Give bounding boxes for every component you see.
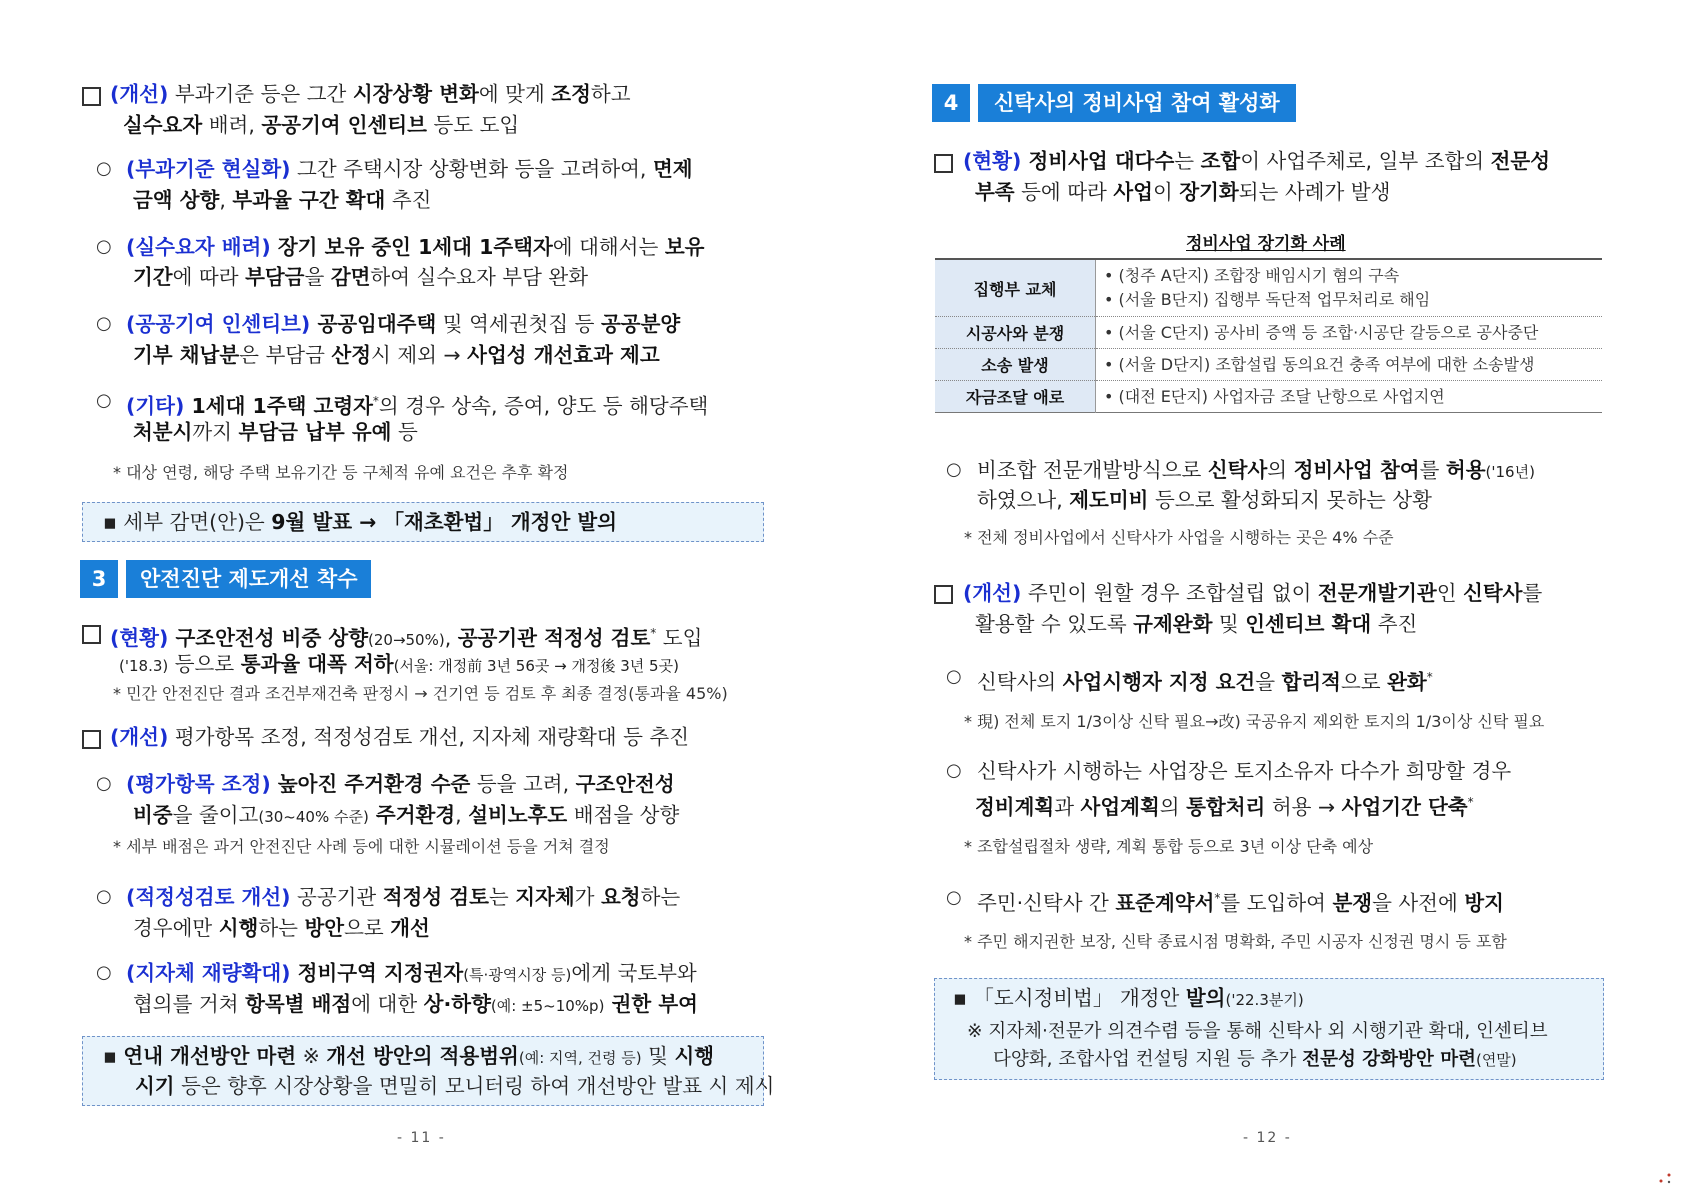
- circle-bullet-icon: ○: [96, 962, 112, 983]
- text-run: 인센티브 확대: [1245, 612, 1372, 636]
- circle-bullet-icon: ○: [96, 773, 112, 794]
- text-run: 하여 실수요자 부담 완화: [370, 265, 589, 289]
- corner-mark-icon: [1658, 1170, 1672, 1184]
- text-run: (공공기여 인센티브): [126, 312, 311, 336]
- text-run: 방안: [304, 916, 345, 940]
- text-run: 구조안전성 비중 상향: [168, 625, 368, 650]
- circle-bullet-icon: ○: [946, 666, 962, 687]
- text-run: 장기 보유 중인 1세대 1주택자: [270, 235, 553, 259]
- text-run: 규제완화: [1133, 612, 1213, 636]
- table-item: • (서울 B단지) 집행부 독단적 업무처리로 해임: [1104, 290, 1431, 309]
- text-run: (기타): [126, 393, 185, 418]
- text-run: 정비계획: [975, 794, 1055, 819]
- text-run: ,: [444, 625, 458, 650]
- table-item: • (대전 E단지) 사업자금 조달 난항으로 사업지연: [1104, 386, 1445, 406]
- text-run: 및: [641, 1044, 675, 1068]
- text-run: 높아진 주거환경 수준: [270, 772, 471, 796]
- text-run: 사업계획: [1080, 794, 1160, 819]
- text-run: 추진: [1371, 612, 1418, 636]
- text-run: 부과기준 등은 그간: [168, 82, 353, 106]
- text-run: (20→50%): [368, 630, 445, 649]
- table-item: • (서울 C단지) 공사비 증액 등 조합·시공단 갈등으로 공사중단: [1104, 322, 1539, 342]
- bullet-line: [977, 485, 1432, 515]
- summary-line: [993, 1045, 1517, 1075]
- text-run: 조합: [1200, 149, 1241, 173]
- text-run: 부담금 납부 유예: [238, 420, 392, 444]
- text-run: 및 역세권첫집 등: [436, 312, 601, 336]
- text-run: 제도미비: [1069, 488, 1149, 512]
- summary-box: [82, 502, 764, 542]
- text-run: 그간 주택시장 상황변화 등을 고려하여,: [290, 157, 653, 181]
- section-title: 안전진단 제도개선 착수: [126, 560, 371, 598]
- text-run: 하는: [258, 916, 305, 940]
- text-run: 정비구역 지정권자: [290, 961, 464, 985]
- text-run: 배려,: [202, 113, 262, 137]
- text-run: 신탁사의: [977, 669, 1063, 694]
- text-run: 부담금: [245, 265, 305, 289]
- paragraph-line: [975, 177, 1390, 207]
- text-run: 에 대해서는: [552, 235, 665, 259]
- text-run: 협의를 거쳐: [133, 992, 246, 1016]
- text-run: 설비노후도: [468, 803, 568, 827]
- text-run: 활용할 수 있도록: [975, 612, 1134, 636]
- checkbox-icon: [82, 87, 101, 106]
- text-run: 되는 사례가 발생: [1238, 180, 1391, 204]
- text-run: 합리적: [1281, 669, 1341, 694]
- summary-line: [967, 1017, 1548, 1047]
- bullet-line: [126, 769, 675, 799]
- text-run: 장기화: [1179, 180, 1239, 204]
- circle-bullet-icon: ○: [946, 459, 962, 480]
- text-run: (30~40% 수준): [258, 808, 369, 826]
- text-run: 방지: [1464, 890, 1504, 915]
- text-run: (지자체 재량확대): [126, 961, 291, 985]
- text-run: ('22.3분기): [1225, 991, 1304, 1009]
- footnote: * 전체 정비사업에서 신탁사가 사업을 시행하는 곳은 4% 수준: [964, 528, 1394, 547]
- text-run: (부과기준 현실화): [126, 157, 291, 181]
- summary-line: [103, 507, 617, 537]
- table-row-body: [1096, 349, 1603, 381]
- text-run: *: [372, 394, 379, 408]
- text-run: (개선): [110, 725, 169, 749]
- text-run: 실수요자: [123, 113, 203, 137]
- circle-bullet-icon: ○: [946, 887, 962, 908]
- paragraph-line: [123, 110, 519, 140]
- text-run: 통합처리: [1186, 794, 1266, 819]
- text-run: 주민이 원할 경우 조합설립 없이: [1021, 581, 1318, 605]
- text-run: 신탁사: [1463, 581, 1523, 605]
- text-run: 주민·신탁사 간: [977, 890, 1116, 915]
- text-run: 도입: [656, 625, 703, 650]
- text-run: (현황): [963, 149, 1022, 173]
- text-run: 을 사전에: [1372, 890, 1465, 915]
- footnote: * 민간 안전진단 결과 조건부재건축 판정시 → 건기연 등 검토 후 최종 결정(통과율 45%): [113, 684, 728, 703]
- text-run: 시행: [674, 1044, 715, 1068]
- text-run: 사업시행자 지정 요건: [1062, 669, 1256, 694]
- bullet-line: [977, 455, 1535, 487]
- text-run: 허용 →: [1265, 794, 1342, 819]
- text-run: 공공기관 적정성 검토: [457, 625, 651, 650]
- bullet-line: [126, 154, 693, 184]
- text-run: 전문성 강화방안 마련: [1302, 1049, 1476, 1070]
- text-run: 등으로 활성화되지 못하는 상황: [1148, 488, 1432, 512]
- table-row: [935, 349, 1602, 381]
- text-run: (현황): [110, 625, 169, 650]
- text-run: 에 맞게: [478, 82, 552, 106]
- text-run: 다양화, 조합사업 컨설팅 지원 등 추가: [993, 1049, 1303, 1070]
- table-item: • (청주 A단지) 조합장 배임시기 혐의 구속: [1104, 266, 1400, 285]
- text-run: 을: [304, 265, 331, 289]
- bullet-line: [126, 958, 697, 990]
- bullet-line: [133, 913, 430, 943]
- text-run: 시기: [135, 1074, 175, 1098]
- text-run: *: [1214, 891, 1221, 905]
- text-run: 으로: [344, 916, 391, 940]
- text-run: (평가항목 조정): [126, 772, 271, 796]
- section-number: 4: [932, 84, 970, 122]
- table-row-head: 시공사와 분쟁: [935, 317, 1096, 349]
- summary-line: [953, 983, 1304, 1015]
- checkbox-icon: [934, 585, 953, 604]
- text-run: 권한 부여: [604, 992, 698, 1016]
- text-run: (예: 지역, 건령 등): [518, 1049, 642, 1067]
- text-run: 를: [1522, 581, 1543, 605]
- text-run: 하고: [590, 82, 631, 106]
- text-run: 으로: [1341, 669, 1388, 694]
- text-run: 사업기간 단축: [1341, 794, 1468, 819]
- text-run: *: [1426, 670, 1433, 684]
- text-run: 등으로: [168, 652, 241, 676]
- footnote: * 세부 배점은 과거 안전진단 사례 등에 대한 시뮬레이션 등을 거쳐 결정: [113, 837, 610, 856]
- text-run: ▪ 「도시정비법」 개정안: [953, 986, 1186, 1010]
- text-run: 전문성: [1490, 149, 1551, 173]
- text-run: 처분시: [133, 420, 193, 444]
- text-run: 지자체: [515, 885, 575, 909]
- text-run: ('18.3): [119, 657, 169, 675]
- paragraph-line: [975, 609, 1417, 639]
- text-run: 적정성 검토: [382, 885, 489, 909]
- text-run: 는: [1174, 149, 1201, 173]
- text-run: 9월 발표 → 「재초환법」 개정안 발의: [271, 510, 618, 534]
- text-run: 조정: [551, 82, 591, 106]
- table-row: [935, 381, 1602, 413]
- text-run: 가: [574, 885, 601, 909]
- text-run: 에게 국토부와: [571, 961, 697, 985]
- text-run: 감면: [330, 265, 371, 289]
- text-run: 정비사업 참여: [1293, 458, 1420, 482]
- text-run: 비조합 전문개발방식으로: [977, 458, 1208, 482]
- table-row-body: [1096, 317, 1603, 349]
- text-run: 기부 채납분: [133, 343, 240, 367]
- text-run: 완화: [1387, 669, 1427, 694]
- text-run: 에 대한: [351, 992, 424, 1016]
- summary-box: [82, 1036, 775, 1106]
- text-run: 의: [1267, 458, 1294, 482]
- text-run: *: [650, 626, 657, 640]
- text-run: 는: [488, 885, 516, 909]
- text-run: 보유: [664, 235, 705, 259]
- table-row-body: [1096, 259, 1603, 317]
- text-run: 를 도입하여: [1220, 890, 1333, 915]
- text-run: (서울: 개정前 3년 56곳 → 개정後 3년 5곳): [393, 657, 679, 675]
- footnote: * 주민 해지권한 보장, 신탁 종료시점 명확화, 주민 시공자 신정권 명시 등 포함: [964, 932, 1507, 951]
- text-run: 공공임대주택: [310, 312, 437, 336]
- text-run: 인: [1436, 581, 1464, 605]
- text-run: 등도 도입: [426, 113, 520, 137]
- text-run: 을: [1255, 669, 1282, 694]
- section-number: 3: [80, 560, 118, 598]
- text-run: 배점을 상향: [567, 803, 680, 827]
- text-run: 의: [1159, 794, 1187, 819]
- bullet-line: [133, 800, 679, 832]
- text-run: 신탁사가 시행하는 사업장은 토지소유자 다수가 희망할 경우: [977, 759, 1512, 783]
- text-run: 부과율 구간 확대: [232, 188, 386, 212]
- circle-bullet-icon: ○: [96, 390, 112, 411]
- circle-bullet-icon: ○: [96, 886, 112, 907]
- text-run: ※ 지자체·전문가 의견수렴 등을 통해 신탁사 외 시행기관 확대, 인센티브: [967, 1021, 1548, 1042]
- bullet-line: [133, 989, 698, 1021]
- table-row: [935, 317, 1602, 349]
- text-run: 항목별 배점: [245, 992, 352, 1016]
- text-run: 하는: [640, 885, 681, 909]
- text-run: 상·하향: [423, 992, 491, 1016]
- text-run: (실수요자 배려): [126, 235, 271, 259]
- checkbox-icon: [82, 625, 101, 644]
- bullet-line: [133, 417, 418, 447]
- table-row-body: [1096, 381, 1603, 413]
- bullet-line: [133, 340, 660, 370]
- text-run: 분쟁: [1332, 890, 1373, 915]
- checkbox-icon: [82, 730, 101, 749]
- text-run: 요청: [600, 885, 641, 909]
- text-run: 이 사업주체로, 일부 조합의: [1240, 149, 1491, 173]
- bullet-line: [133, 185, 431, 215]
- text-run: 시장상황 변화: [352, 82, 479, 106]
- table-item: • (서울 D단지) 조합설립 동의요건 충족 여부에 대한 소송발생: [1104, 354, 1535, 374]
- text-run: ▪: [103, 1044, 124, 1068]
- summary-line: [103, 1041, 714, 1073]
- text-run: ▪ 세부 감면(안)은: [103, 510, 272, 534]
- text-run: 공공기여 인센티브: [261, 113, 427, 137]
- text-run: 경우에만: [133, 916, 219, 940]
- text-run: 등: [391, 420, 418, 444]
- text-run: (적정성검토 개선): [126, 885, 291, 909]
- text-run: (개선): [963, 581, 1022, 605]
- text-run: 기간: [133, 265, 173, 289]
- text-run: ,: [455, 803, 469, 827]
- text-run: 주거환경: [368, 803, 456, 827]
- bullet-line: [126, 309, 680, 339]
- text-run: 표준계약서: [1115, 890, 1215, 915]
- text-run: 1세대 1주택 고령자: [184, 393, 373, 418]
- text-run: ,: [219, 188, 233, 212]
- paragraph-line: [110, 79, 631, 109]
- paragraph-line: [963, 146, 1550, 176]
- text-run: 발의: [1185, 986, 1226, 1010]
- text-run: 공공기관: [290, 885, 383, 909]
- text-run: (특·광역시장 등): [463, 966, 572, 984]
- table-row-head: 집행부 교체: [935, 259, 1096, 317]
- checkbox-icon: [934, 154, 953, 173]
- text-run: 를: [1419, 458, 1446, 482]
- text-run: 공공분양: [600, 312, 681, 336]
- text-run: 정비사업 대다수: [1021, 149, 1175, 173]
- circle-bullet-icon: ○: [96, 158, 112, 179]
- page-number: - 12 -: [1243, 1130, 1292, 1146]
- bullet-line: [126, 386, 708, 421]
- bullet-line: [977, 662, 1433, 697]
- bullet-line: [133, 262, 588, 292]
- text-run: 등에 따라: [1014, 180, 1114, 204]
- table-row: [935, 259, 1602, 317]
- text-run: 사업성 개선효과 제고: [467, 343, 660, 367]
- text-run: 시행: [218, 916, 259, 940]
- text-run: 및: [1212, 612, 1246, 636]
- text-run: 이: [1152, 180, 1180, 204]
- text-run: 을 줄이고: [172, 803, 259, 827]
- circle-bullet-icon: ○: [96, 236, 112, 257]
- paragraph-line: [963, 578, 1542, 608]
- text-run: 사업: [1113, 180, 1153, 204]
- case-table: [935, 258, 1602, 413]
- text-run: 까지: [192, 420, 239, 444]
- text-run: 신탁사: [1207, 458, 1268, 482]
- paragraph-line: [119, 649, 679, 681]
- text-run: *: [1467, 795, 1474, 809]
- text-run: 허용: [1445, 458, 1486, 482]
- text-run: 의 경우 상속, 증여, 양도 등 해당주택: [378, 393, 709, 418]
- circle-bullet-icon: ○: [946, 760, 962, 781]
- text-run: 금액 상향: [133, 188, 220, 212]
- text-run: 비중: [133, 803, 173, 827]
- text-run: 에 따라: [172, 265, 246, 289]
- footnote: * 조합설립절차 생략, 계획 통합 등으로 3년 이상 단축 예상: [964, 837, 1374, 856]
- footnote: * 대상 연령, 해당 주택 보유기간 등 구체적 유예 요건은 추후 확정: [113, 463, 569, 482]
- text-run: 등을 고려,: [470, 772, 576, 796]
- text-run: (연말): [1475, 1051, 1517, 1069]
- summary-line: [135, 1071, 774, 1101]
- circle-bullet-icon: ○: [96, 313, 112, 334]
- text-run: 추진: [385, 188, 432, 212]
- text-run: 은 부담금: [239, 343, 332, 367]
- text-run: 부족: [975, 180, 1015, 204]
- text-run: 개선: [390, 916, 430, 940]
- table-row-head: 자금조달 애로: [935, 381, 1096, 413]
- page-number: - 11 -: [397, 1130, 446, 1146]
- text-run: ('16년): [1485, 463, 1535, 481]
- text-run: 과: [1054, 794, 1081, 819]
- text-run: 통과율 대폭 저하: [240, 652, 394, 676]
- text-run: 개선 방안의 적용범위: [326, 1044, 519, 1068]
- text-run: (예: ±5~10%p): [490, 997, 605, 1015]
- bullet-line: [977, 883, 1504, 918]
- table-title: 정비사업 장기화 사례: [1186, 234, 1346, 254]
- page-right: [841, 0, 1682, 1190]
- bullet-line: [977, 756, 1511, 786]
- paragraph-line: [110, 722, 689, 752]
- text-run: 면제: [652, 157, 693, 181]
- text-run: 평가항목 조정, 적정성검토 개선, 지자체 재량확대 등 추진: [168, 725, 689, 749]
- text-run: 산정: [331, 343, 372, 367]
- bullet-line: [975, 787, 1474, 822]
- text-run: 연내 개선방안 마련: [123, 1044, 297, 1068]
- bullet-line: [126, 882, 680, 912]
- text-run: 전문개발기관: [1317, 581, 1437, 605]
- text-run: 하였으나,: [977, 488, 1070, 512]
- text-run: 시 제외 →: [371, 343, 468, 367]
- text-run: ※: [296, 1044, 327, 1068]
- text-run: 등은 향후 시장상황을 면밀히 모니터링 하여 개선방안 발표 시 제시: [174, 1074, 775, 1098]
- table-row-head: 소송 발생: [935, 349, 1096, 381]
- text-run: (개선): [110, 82, 169, 106]
- section-title: 신탁사의 정비사업 참여 활성화: [978, 84, 1296, 122]
- bullet-line: [126, 232, 704, 262]
- footnote: * 現) 전체 토지 1/3이상 신탁 필요→改) 국공유지 제외한 토지의 1/3이상 신탁 필요: [964, 712, 1545, 731]
- summary-box: [934, 978, 1604, 1080]
- text-run: 구조안전성: [575, 772, 675, 796]
